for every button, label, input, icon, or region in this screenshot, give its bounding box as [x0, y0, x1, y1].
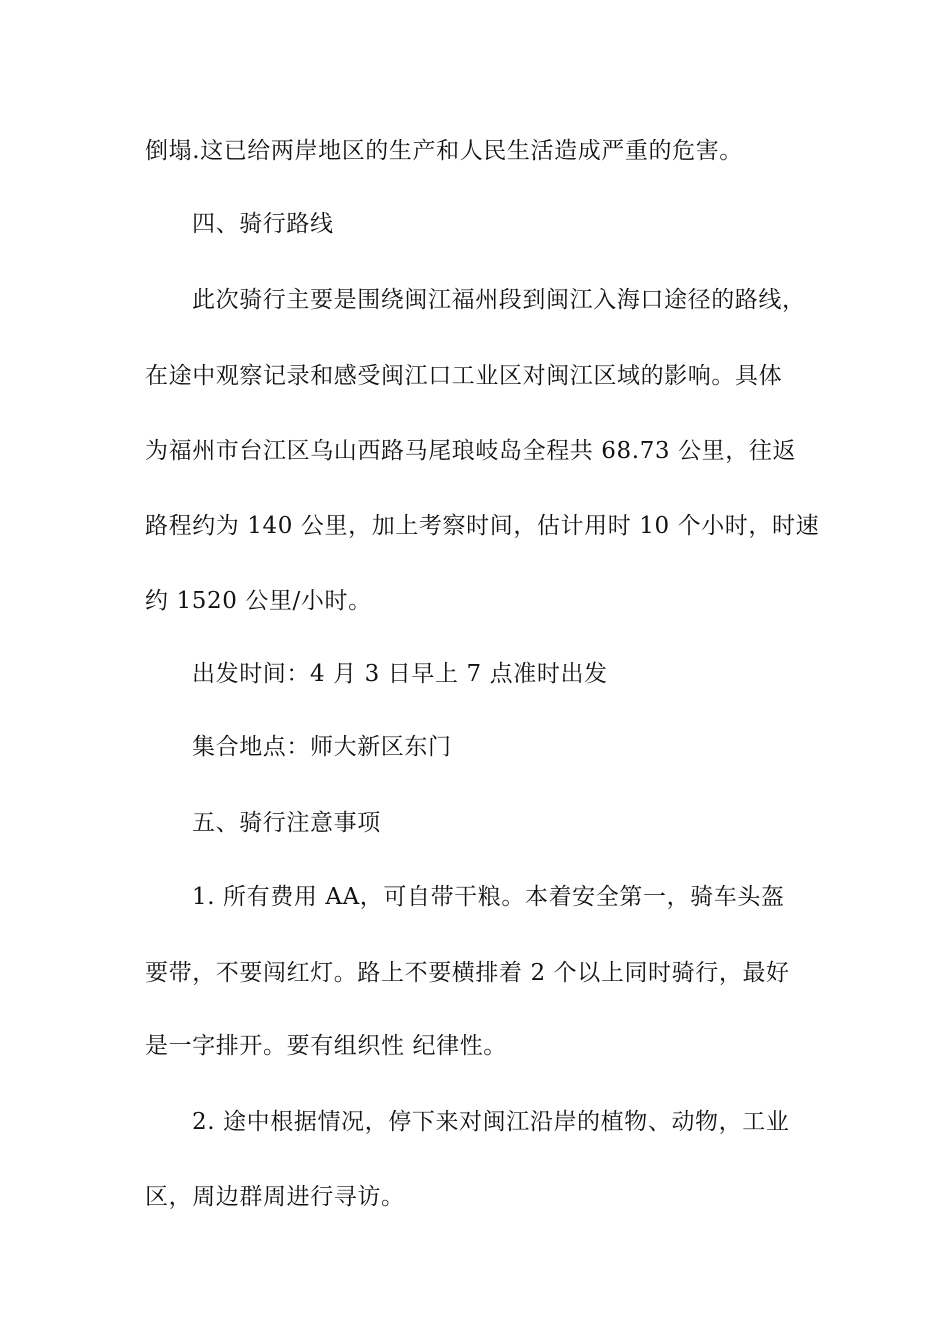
paragraph-line: 区，周边群周进行寻访。 — [145, 1184, 405, 1210]
paragraph-line: 要带，不要闯红灯。路上不要横排着 2 个以上同时骑行，最好 — [145, 960, 790, 986]
section-heading-route: 四、骑行路线 — [192, 211, 334, 237]
departure-time-line: 出发时间：4 月 3 日早上 7 点准时出发 — [192, 661, 608, 687]
section-heading-notes: 五、骑行注意事项 — [192, 810, 381, 836]
paragraph-line: 此次骑行主要是围绕闽江福州段到闽江入海口途径的路线， — [192, 287, 806, 313]
list-item-1: 1. 所有费用 AA，可自带干粮。本着安全第一，骑车头盔 — [192, 884, 785, 910]
paragraph-line: 约 1520 公里/小时。 — [145, 588, 372, 614]
paragraph-line: 在途中观察记录和感受闽江口工业区对闽江区域的影响。具体 — [145, 363, 783, 389]
paragraph-line: 是一字排开。要有组织性 纪律性。 — [145, 1033, 507, 1059]
paragraph-line: 倒塌.这已给两岸地区的生产和人民生活造成严重的危害。 — [145, 138, 743, 164]
paragraph-line: 为福州市台江区乌山西路马尾琅岐岛全程共 68.73 公里，往返 — [145, 438, 797, 464]
paragraph-line: 路程约为 140 公里，加上考察时间，估计用时 10 个小时，时速 — [145, 513, 820, 539]
list-item-2: 2. 途中根据情况，停下来对闽江沿岸的植物、动物，工业 — [192, 1109, 790, 1135]
meeting-place-line: 集合地点：师大新区东门 — [192, 734, 452, 760]
